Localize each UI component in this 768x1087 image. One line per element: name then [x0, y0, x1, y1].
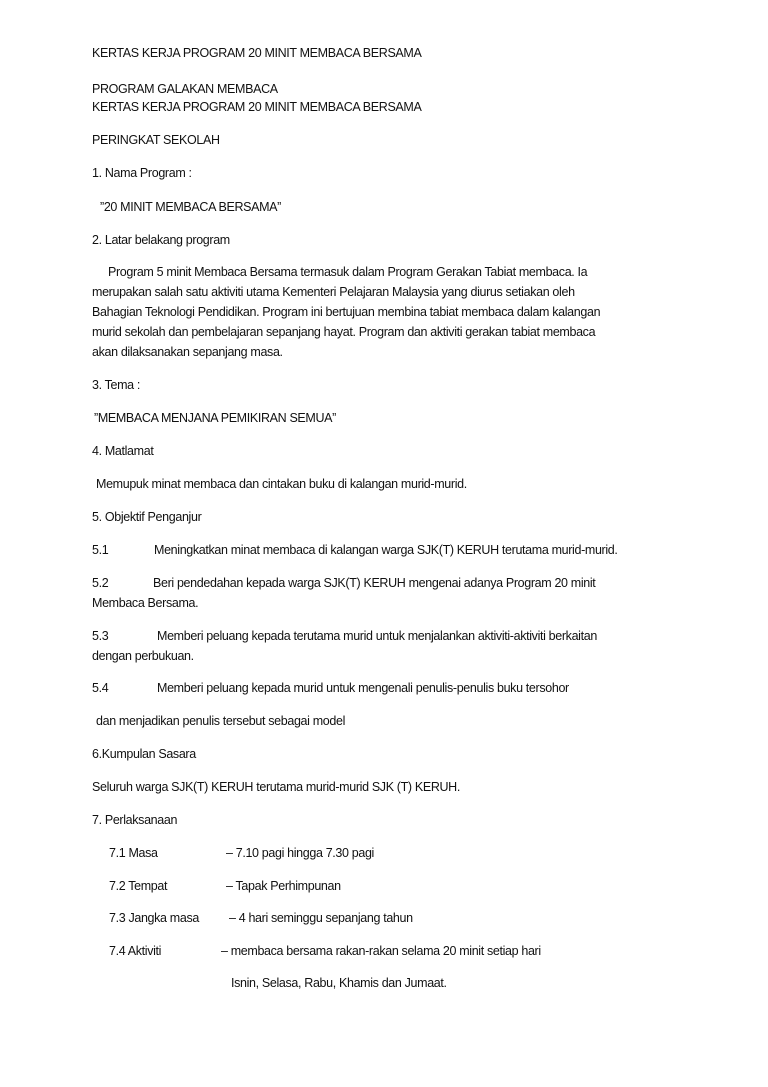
- level-heading: PERINGKAT SEKOLAH: [92, 133, 220, 147]
- implementation-value: – membaca bersama rakan-rakan selama 20 minit setiap hari: [221, 944, 541, 958]
- section-1-heading: 1. Nama Program :: [92, 166, 192, 180]
- implementation-value: – 7.10 pagi hingga 7.30 pagi: [226, 846, 374, 860]
- implementation-value: – 4 hari seminggu sepanjang tahun: [229, 911, 413, 925]
- objective-text: Meningkatkan minat membaca di kalangan warga SJK(T) KERUH terutama murid-murid.: [154, 543, 618, 557]
- objective-text: Beri pendedahan kepada warga SJK(T) KERUH mengenai adanya Program 20 minit: [153, 576, 596, 590]
- background-paragraph-line: Program 5 minit Membaca Bersama termasuk dalam Program Gerakan Tabiat membaca. Ia: [108, 265, 588, 279]
- program-name-value: ”20 MINIT MEMBACA BERSAMA”: [100, 200, 281, 214]
- program-heading: PROGRAM GALAKAN MEMBACA: [92, 82, 278, 96]
- implementation-label: 7.1 Masa: [109, 846, 158, 860]
- objective-number: 5.1: [92, 543, 109, 557]
- objective-text: Memberi peluang kepada terutama murid untuk menjalankan aktiviti-aktiviti berkaitan: [157, 629, 597, 643]
- section-5-heading: 5. Objektif Penganjur: [92, 510, 202, 524]
- objective-text: dan menjadikan penulis tersebut sebagai model: [96, 714, 346, 728]
- objective-number: 5.2: [92, 576, 109, 590]
- objective-text: dengan perbukuan.: [92, 649, 194, 663]
- theme-value: ”MEMBACA MENJANA PEMIKIRAN SEMUA”: [94, 411, 336, 425]
- activity-days: Isnin, Selasa, Rabu, Khamis dan Jumaat.: [231, 976, 447, 990]
- implementation-label: 7.2 Tempat: [109, 879, 168, 893]
- section-4-heading: 4. Matlamat: [92, 444, 154, 458]
- objective-text: Membaca Bersama.: [92, 596, 199, 610]
- background-paragraph-line: murid sekolah dan pembelajaran sepanjang hayat. Program dan aktiviti gerakan tabiat membaca: [92, 325, 596, 339]
- objective-number: 5.4: [92, 681, 109, 695]
- background-paragraph-line: Bahagian Teknologi Pendidikan. Program ini bertujuan membina tabiat membaca dalam kalangan: [92, 305, 601, 319]
- document-title: KERTAS KERJA PROGRAM 20 MINIT MEMBACA BERSAMA: [92, 46, 422, 60]
- objective-text: Memberi peluang kepada murid untuk mengenali penulis-penulis buku tersohor: [157, 681, 569, 695]
- section-2-heading: 2. Latar belakang program: [92, 233, 230, 247]
- section-6-heading: 6.Kumpulan Sasara: [92, 747, 196, 761]
- section-7-heading: 7. Perlaksanaan: [92, 813, 178, 827]
- goal-value: Memupuk minat membaca dan cintakan buku di kalangan murid-murid.: [96, 477, 467, 491]
- background-paragraph-line: merupakan salah satu aktiviti utama Kementeri Pelajaran Malaysia yang diurus setiakan oleh: [92, 285, 575, 299]
- section-3-heading: 3. Tema :: [92, 378, 141, 392]
- objective-number: 5.3: [92, 629, 109, 643]
- implementation-value: – Tapak Perhimpunan: [226, 879, 341, 893]
- background-paragraph-line: akan dilaksanakan sepanjang masa.: [92, 345, 283, 359]
- program-subtitle: KERTAS KERJA PROGRAM 20 MINIT MEMBACA BERSAMA: [92, 100, 422, 114]
- target-group-value: Seluruh warga SJK(T) KERUH terutama murid-murid SJK (T) KERUH.: [92, 780, 460, 794]
- implementation-label: 7.4 Aktiviti: [109, 944, 162, 958]
- implementation-label: 7.3 Jangka masa: [109, 911, 199, 925]
